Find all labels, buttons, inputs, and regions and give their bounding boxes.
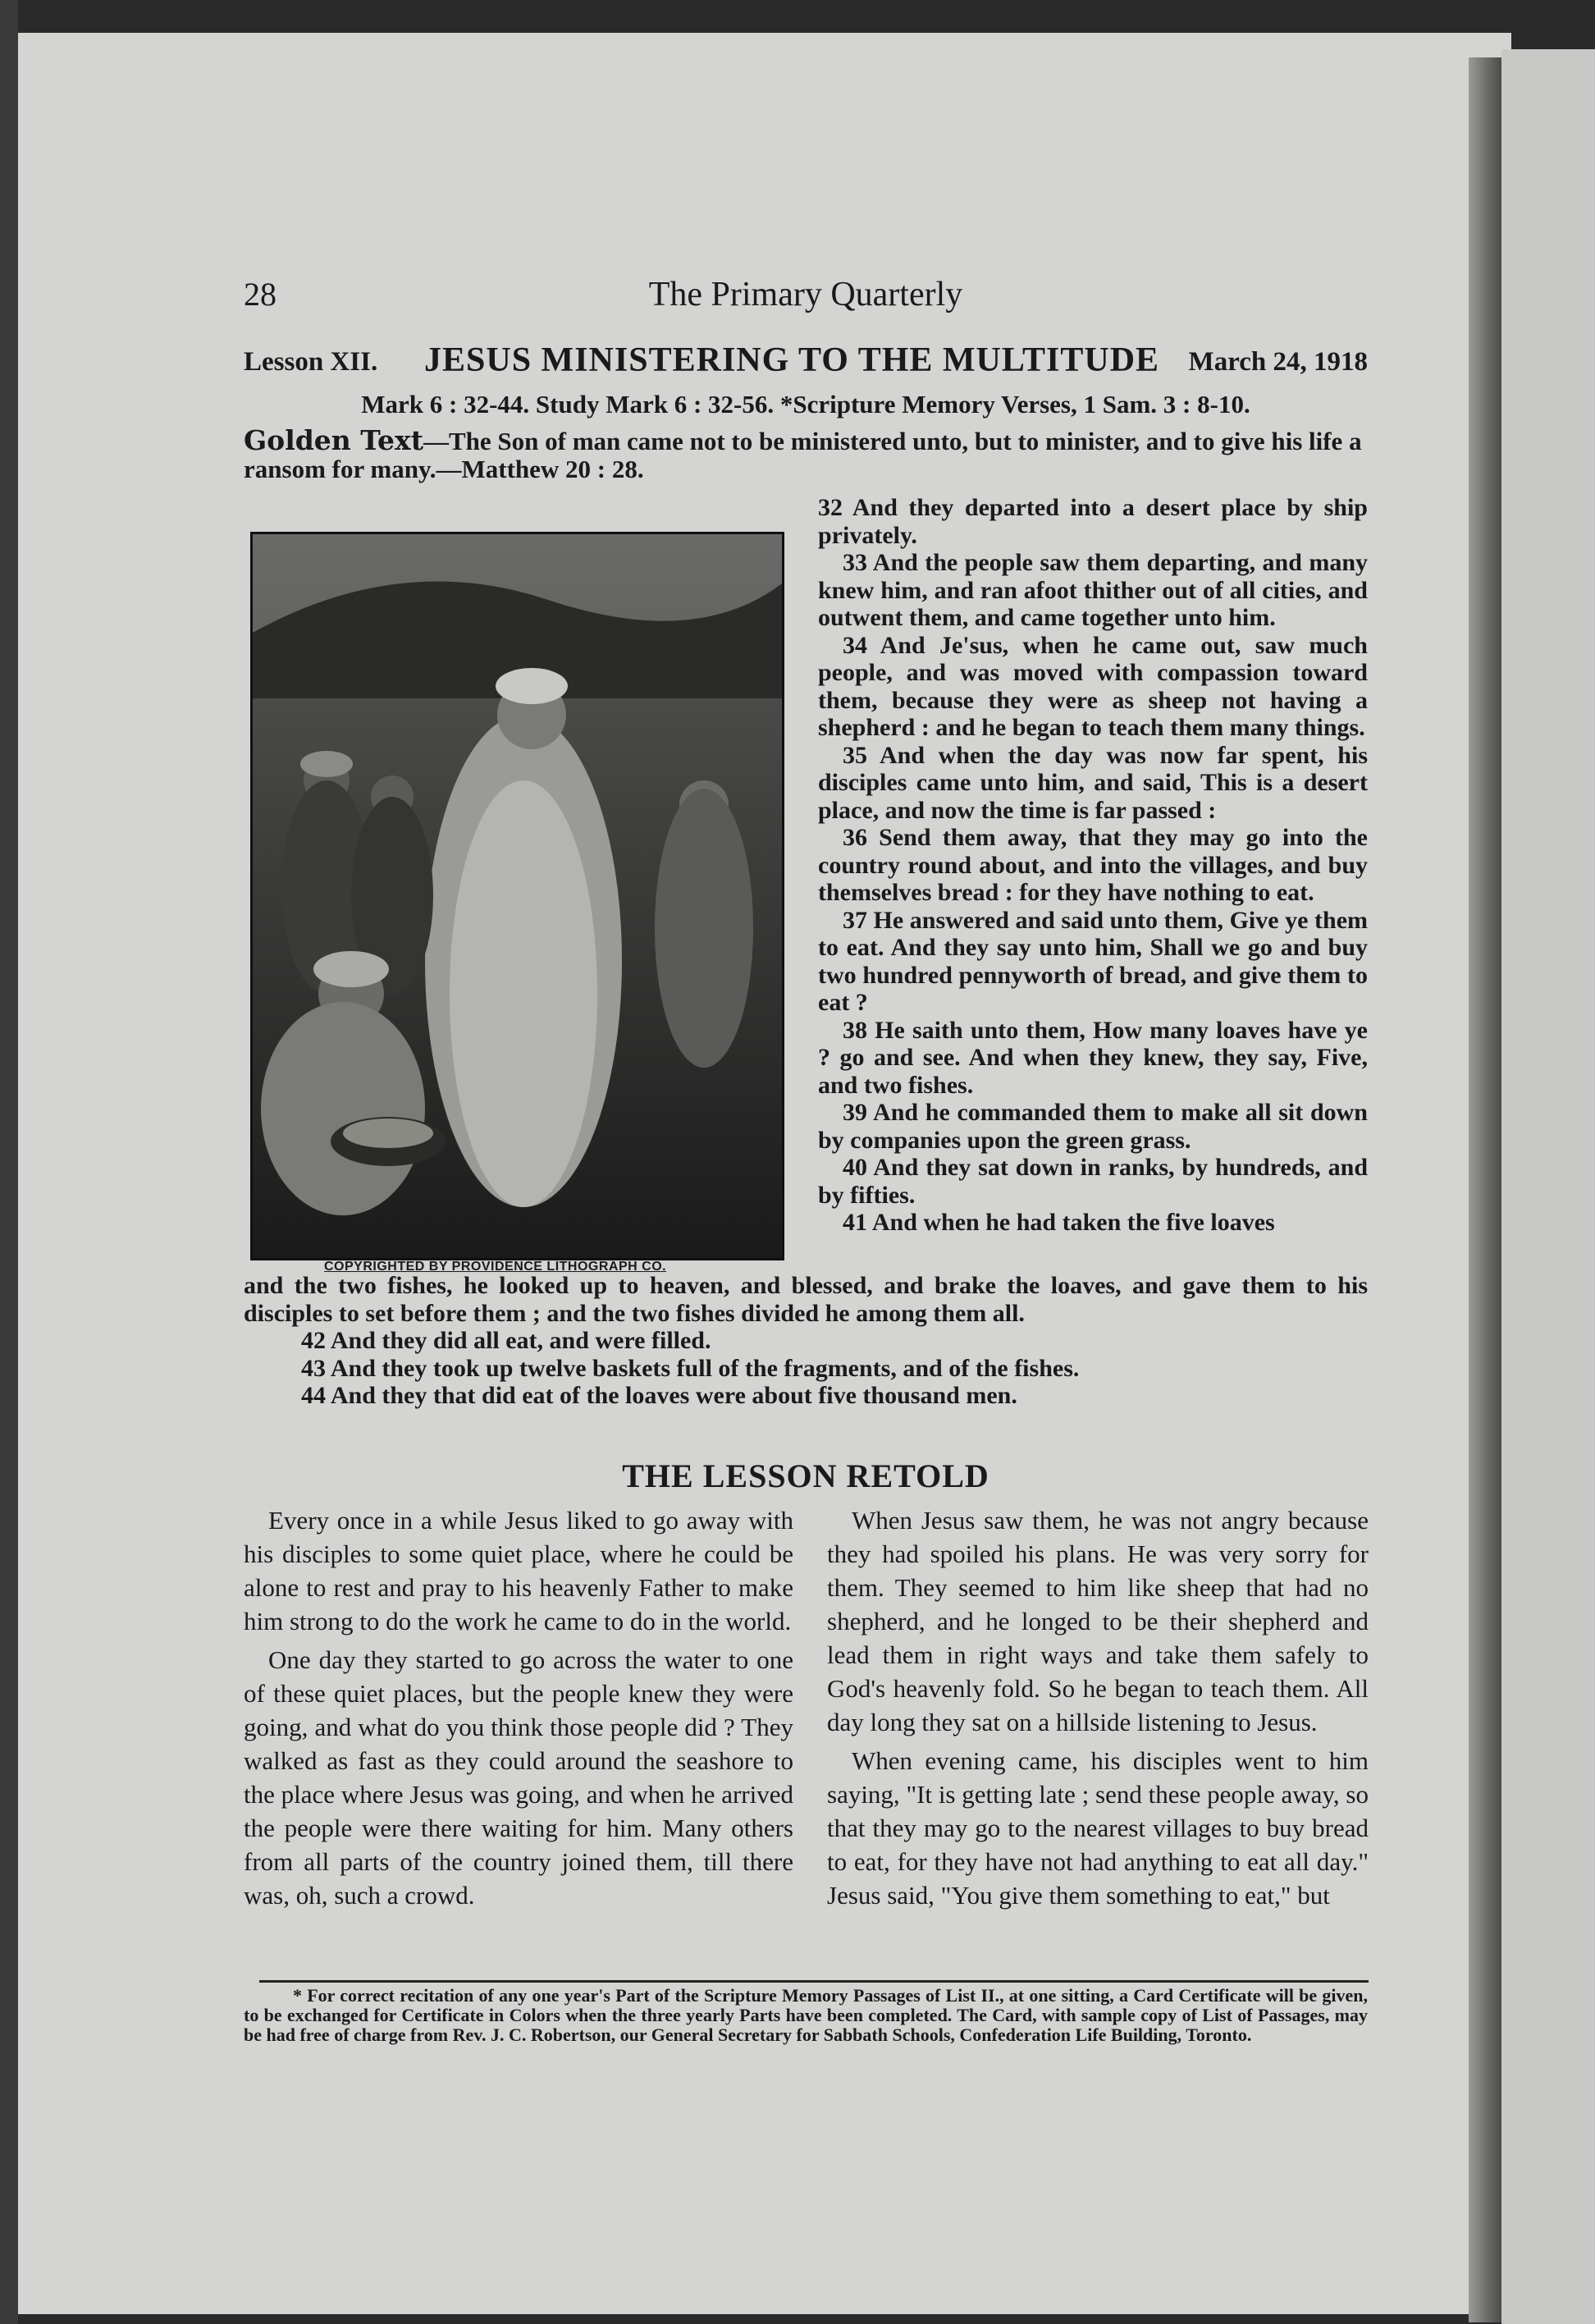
lesson-date: March 24, 1918: [1188, 347, 1368, 377]
book-left-edge: [0, 0, 18, 2324]
retold-paragraph: Every once in a while Jesus liked to go away with his disciples to some quiet place, where he could be alone to rest and pray to his heavenly Father to make him strong to do the work he came to do in the world.: [244, 1506, 793, 1635]
retold-paragraph: One day they started to go across the water to one of these quiet places, but the people knew they were going, and what do you think those people did ? They walked as fast as they could around the seashore to the place where Jesus was going, and when he arrived the people were there waiting for him. Many others from all parts of the country joined them, till there was, oh, such a crowd.: [244, 1645, 793, 1910]
retold-right-column: [827, 1503, 1369, 1917]
golden-text-body: —The Son of man came not to be ministered unto, but to minister, and to give his life a ransom for many.—Matthew 20 : 28.: [244, 427, 1362, 483]
illustration-jesus-with-multitude: [250, 532, 784, 1260]
verse-37: 37 He answered and said unto them, Give ye them to eat. And they say unto him, Shall we go and buy two hundred pennyworth of bread, and give them to eat ?: [818, 906, 1368, 1016]
facing-page-edge: [1501, 49, 1595, 2324]
lesson-number: Lesson XII.: [244, 347, 378, 377]
retold-paragraph: When evening came, his disciples went to him saying, "It is getting late ; send these people away, so that they may go to the nearest villages to buy bread to eat, for they have not had anything to eat all day." Jesus said, "You give them something to eat," but: [827, 1746, 1369, 1910]
illustration-credit: COPYRIGHTED BY PROVIDENCE LITHOGRAPH CO.: [324, 1260, 667, 1274]
verse-39: 39 And he commanded them to make all sit down by companies upon the green grass.: [818, 1099, 1368, 1154]
verse-42: 42 And they did all eat, and were filled.: [301, 1327, 711, 1354]
page-number: 28: [244, 276, 276, 313]
retold-paragraph: When Jesus saw them, he was not angry because they had spoiled his plans. He was very sorry for them. They seemed to him like sheep that had no shepherd, and he longed to be their shepherd and lead them in right ways and take them safely to God's heavenly fold. So he began to teach them. All day long they sat on a hillside listening to Jesus.: [827, 1506, 1369, 1736]
section-heading-lesson-retold: THE LESSON RETOLD: [622, 1457, 989, 1494]
lesson-title: JESUS MINISTERING TO THE MULTITUDE: [424, 341, 1160, 379]
verse-44: 44 And they that did eat of the loaves were about five thousand men.: [301, 1382, 1017, 1409]
scripture-references: Mark 6 : 32-44. Study Mark 6 : 32-56. *Scripture Memory Verses, 1 Sam. 3 : 8-10.: [361, 390, 1250, 419]
golden-text-label: Golden Text: [244, 424, 423, 456]
footnote-text: * For correct recitation of any one year's Part of the Scripture Memory Passages of List II., at one sitting, a Card Certificate will be given, to be exchanged for Certificate in Colors when the three yearly Parts have been completed. The Card, with sample copy of List of Passages, may be had free of charge from Rev. J. C. Robertson, our General Secretary for Sabbath Schools, Confederation Life Building, Toronto.: [244, 1985, 1368, 2045]
verse-35: 35 And when the day was now far spent, his disciples came unto him, and said, This is a desert place, and now the time is far passed :: [818, 741, 1368, 824]
verse-33: 33 And the people saw them departing, and many knew him, and ran afoot thither out of all cities, and outwent them, and came together unto him.: [818, 549, 1368, 631]
verse-41-continued: and the two fishes, he looked up to heaven, and blessed, and brake the loaves, and gave them to his disciples to set before them ; and the two fishes divided he among them all.: [244, 1272, 1368, 1327]
retold-left-column: [244, 1503, 793, 1917]
verse-32: 32 And they departed into a desert place by ship privately.: [818, 494, 1368, 549]
journal-title: The Primary Quarterly: [648, 276, 963, 313]
verse-36: 36 Send them away, that they may go into the country round about, and into the villages, and buy themselves bread : for they have nothing to eat.: [818, 824, 1368, 906]
footnote-rule: [259, 1980, 1369, 1983]
illustration-image: [253, 534, 782, 1258]
verse-40: 40 And they sat down in ranks, by hundreds, and by fifties.: [818, 1154, 1368, 1209]
verse-38: 38 He saith unto them, How many loaves have ye ? go and see. And when they knew, they say, Five, and two fishes.: [818, 1016, 1368, 1099]
footnote: [244, 1986, 1368, 2045]
book-spine: [1469, 57, 1501, 2322]
golden-text: [244, 424, 1368, 483]
verse-43: 43 And they took up twelve baskets full of the fragments, and of the fishes.: [301, 1354, 1080, 1382]
scripture-verses-full-width: [244, 1272, 1368, 1410]
verse-41-start: 41 And when he had taken the five loaves: [843, 1209, 1275, 1236]
lesson-heading: [244, 341, 1368, 382]
verse-34: 34 And Je'sus, when he came out, saw much people, and was moved with compassion toward them, because they were as sheep not having a shepherd : and he began to teach them many things.: [818, 631, 1368, 741]
scripture-verses-column: [818, 494, 1368, 1237]
running-header: [244, 275, 1368, 316]
